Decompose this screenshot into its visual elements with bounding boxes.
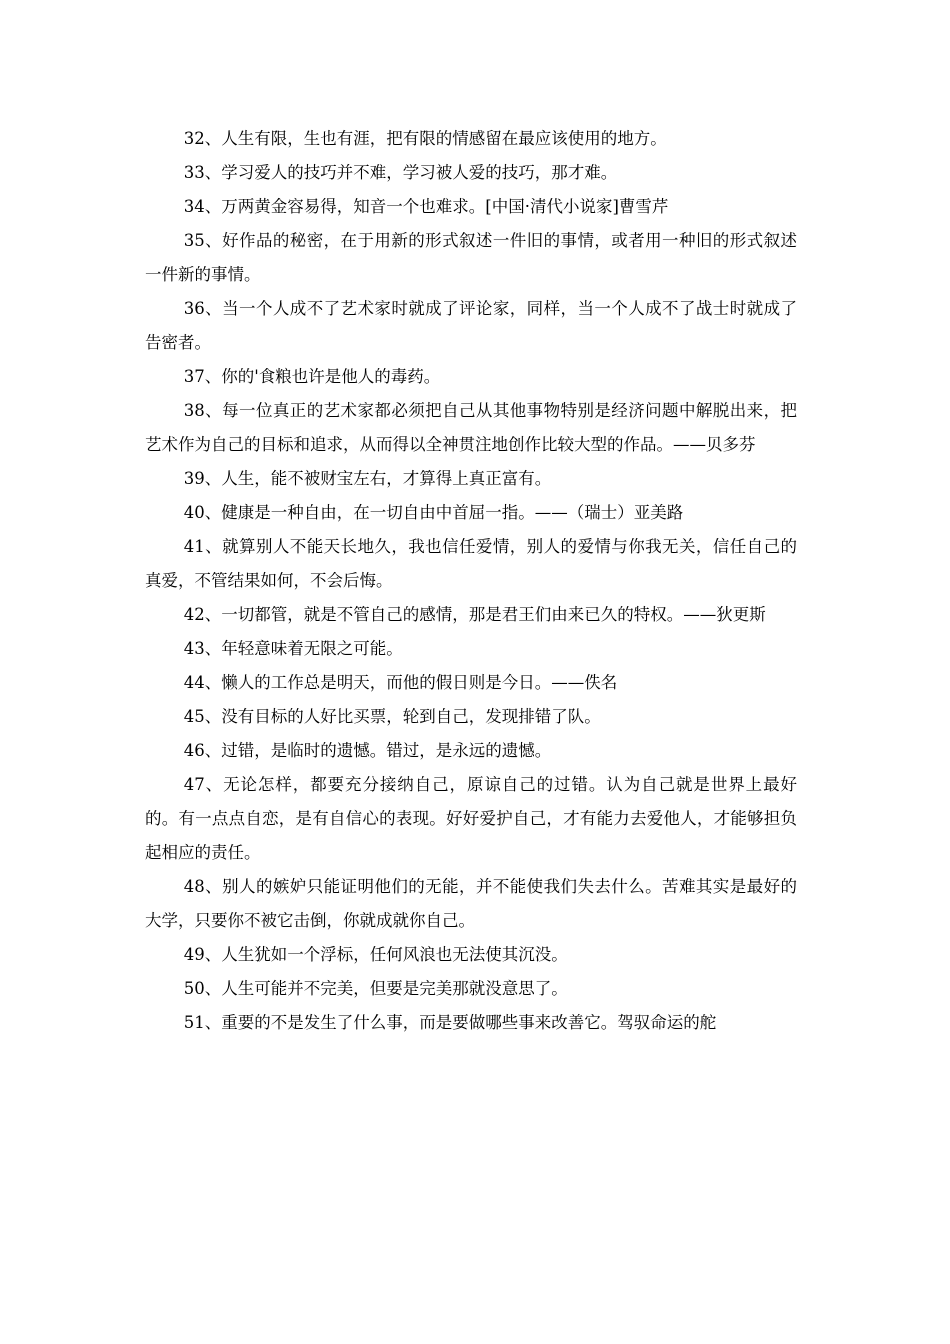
quote-paragraph-35: 35、好作品的秘密，在于用新的形式叙述一件旧的事情，或者用一种旧的形式叙述一件新的事情。 [145,231,797,284]
quote-paragraph-44: 44、懒人的工作总是明天，而他的假日则是今日。——佚名 [183,673,618,692]
quote-paragraph-45: 45、没有目标的人好比买票，轮到自己，发现排错了队。 [183,707,601,726]
quote-paragraph-42: 42、一切都管，就是不管自己的感情，那是君王们由来已久的特权。——狄更斯 [183,605,766,624]
quote-paragraph-47: 47、无论怎样，都要充分接纳自己，原谅自己的过错。认为自己就是世界上最好的。有一点点自恋，是有自信心的表现。好好爱护自己，才有能力去爱他人，才能够担负起相应的责任。 [145,775,797,862]
quote-paragraph-50: 50、人生可能并不完美，但要是完美那就没意思了。 [183,979,568,998]
quote-paragraph-41: 41、就算别人不能天长地久，我也信任爱情，别人的爱情与你我无关，信任自己的真爱，不管结果如何，不会后悔。 [145,537,797,590]
quote-paragraph-40: 40、健康是一种自由，在一切自由中首屈一指。——（瑞士）亚美路 [183,503,684,522]
quote-paragraph-36: 36、当一个人成不了艺术家时就成了评论家，同样，当一个人成不了战士时就成了告密者。 [145,299,797,352]
quote-paragraph-32: 32、人生有限，生也有涯，把有限的情感留在最应该使用的地方。 [183,129,667,148]
quote-paragraph-34: 34、万两黄金容易得，知音一个也难求。[中国·清代小说家]曹雪芹 [183,197,669,216]
quote-paragraph-48: 48、别人的嫉妒只能证明他们的无能，并不能使我们失去什么。苦难其实是最好的大学，只要你不被它击倒，你就成就你自己。 [145,877,797,930]
quote-paragraph-49: 49、人生犹如一个浮标，任何风浪也无法使其沉没。 [183,945,568,964]
quote-paragraph-39: 39、人生，能不被财宝左右，才算得上真正富有。 [183,469,552,488]
quote-paragraph-33: 33、学习爱人的技巧并不难，学习被人爱的技巧，那才难。 [183,163,618,182]
quote-paragraph-46: 46、过错，是临时的遗憾。错过，是永远的遗憾。 [183,741,552,760]
quote-paragraph-43: 43、年轻意味着无限之可能。 [183,639,403,658]
quote-paragraph-38: 38、每一位真正的艺术家都必须把自己从其他事物特别是经济问题中解脱出来，把艺术作为自己的目标和追求，从而得以全神贯注地创作比较大型的作品。——贝多芬 [145,401,797,454]
document-page [145,122,797,1040]
quote-paragraph-37: 37、你的'食粮也许是他人的毒药。 [183,367,441,386]
quote-paragraph-51: 51、重要的不是发生了什么事，而是要做哪些事来改善它。驾驭命运的舵 [183,1013,717,1032]
